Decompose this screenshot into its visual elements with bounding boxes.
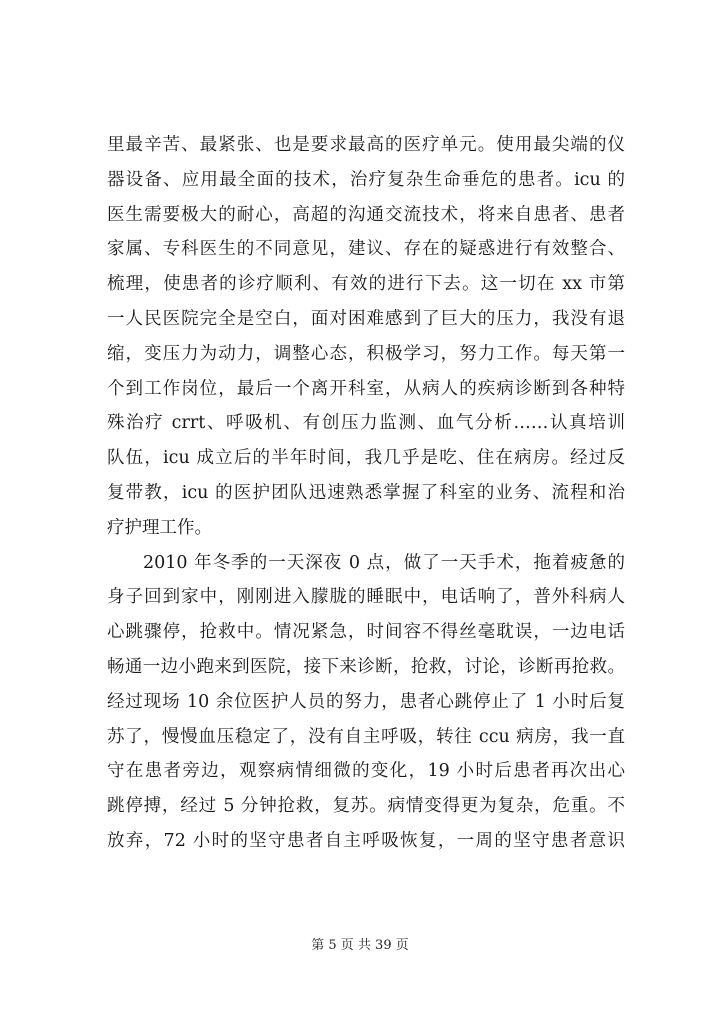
text-line: 殊治疗 crrt、呼吸机、有创压力监测、血气分析……认真培训 bbox=[107, 413, 625, 434]
text-line: 苏了，慢慢血压稳定了，没有自主呼吸，转往 ccu 病房，我一直 bbox=[107, 726, 625, 747]
text-line: 里最辛苦、最紧张、也是要求最高的医疗单元。使用最尖端的仪 bbox=[107, 135, 625, 155]
text-line: 队伍，icu 成立后的半年时间，我几乎是吃、住在病房。经过反 bbox=[107, 448, 625, 469]
text-line: 身子回到家中，刚刚进入朦胧的睡眠中，电话响了，普外科病人 bbox=[107, 587, 625, 608]
page-number-footer: 第 5 页 共 39 页 bbox=[311, 938, 409, 953]
text-line: 个到工作岗位，最后一个离开科室，从病人的疾病诊断到各种特 bbox=[107, 378, 625, 399]
text-line: 经过现场 10 余位医护人员的努力，患者心跳停止了 1 小时后复 bbox=[107, 691, 625, 712]
text-line: 畅通一边小跑来到医院，接下来诊断，抢救，讨论，诊断再抢救。 bbox=[107, 656, 625, 677]
text-line: 跳停搏，经过 5 分钟抢救，复苏。病情变得更为复杂，危重。不 bbox=[107, 796, 625, 817]
text-line: 器设备、应用最全面的技术，治疗复杂生命垂危的患者。icu 的 bbox=[107, 169, 625, 190]
text-line: 梳理，使患者的诊疗顺利、有效的进行下去。这一切在 xx 市第 bbox=[107, 274, 625, 295]
text-line: 放弃，72 小时的坚守患者自主呼吸恢复，一周的坚守患者意识 bbox=[107, 830, 625, 851]
text-line: 一人民医院完全是空白，面对困难感到了巨大的压力，我没有退 bbox=[107, 308, 625, 329]
body-text bbox=[107, 128, 625, 859]
text-line: 心跳骤停，抢救中。情况紧急，时间容不得丝毫耽误，一边电话 bbox=[107, 622, 625, 643]
text-line: 家属、专科医生的不同意见，建议、存在的疑惑进行有效整合、 bbox=[107, 239, 625, 260]
paragraph-start-line: 2010 年冬季的一天深夜 0 点，做了一天手术，拖着疲惫的 bbox=[143, 552, 625, 573]
text-line: 缩，变压力为动力，调整心态，积极学习，努力工作。每天第一 bbox=[107, 343, 625, 364]
text-line: 医生需要极大的耐心，高超的沟通交流技术，将来自患者、患者 bbox=[107, 204, 625, 225]
text-line: 守在患者旁边，观察病情细微的变化，19 小时后患者再次出心 bbox=[107, 761, 625, 782]
paragraph-end-line: 疗护理工作。 bbox=[107, 517, 212, 538]
text-line: 复带教，icu 的医护团队迅速熟悉掌握了科室的业务、流程和治 bbox=[107, 482, 625, 503]
